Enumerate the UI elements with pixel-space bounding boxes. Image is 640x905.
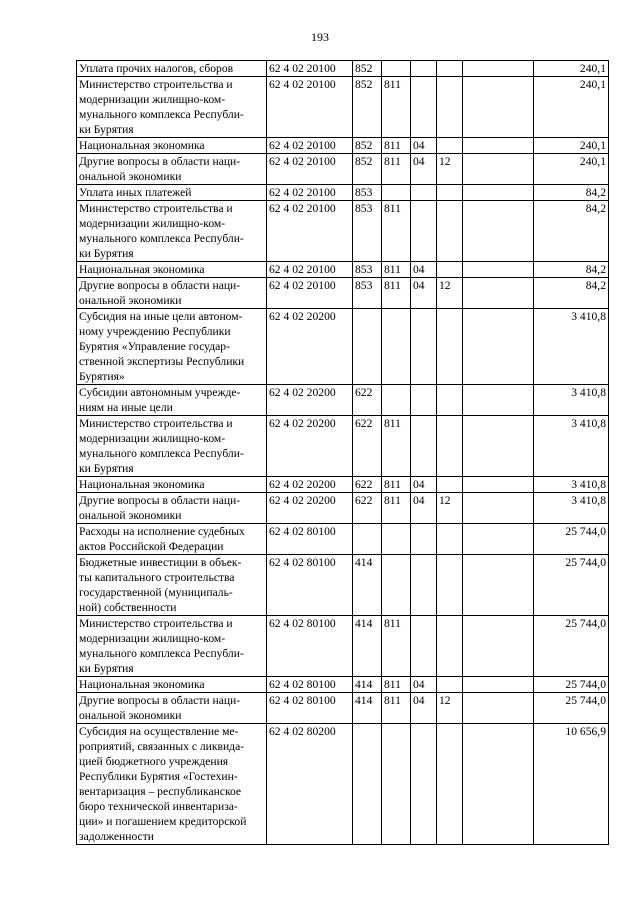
expense-type-code-cell: 622 xyxy=(353,477,382,493)
empty-cell xyxy=(463,555,534,616)
table-row xyxy=(77,693,609,724)
subsection-code-cell xyxy=(437,201,463,262)
empty-cell xyxy=(463,616,534,677)
empty-cell xyxy=(463,477,534,493)
subsection-code-cell: 12 xyxy=(437,154,463,185)
section-code-cell: 04 xyxy=(411,493,437,524)
table-row xyxy=(77,677,609,693)
empty-cell xyxy=(463,416,534,477)
amount-cell: 10 656,9 xyxy=(534,724,609,845)
subsection-code-cell: 12 xyxy=(437,493,463,524)
table-row xyxy=(77,154,609,185)
section-code-cell: 04 xyxy=(411,262,437,278)
target-article-code-cell: 62 4 02 20100 xyxy=(267,278,353,309)
expense-name-cell: Субсидия на иные цели автоном- ному учреждению Республики Бурятия «Управление государ- ственной экспертизы Республики Бурятия» xyxy=(77,309,267,385)
expense-name-cell: Национальная экономика xyxy=(77,262,267,278)
amount-cell: 240,1 xyxy=(534,154,609,185)
table-row xyxy=(77,278,609,309)
expense-type-code-cell: 414 xyxy=(353,616,382,677)
section-code-cell: 04 xyxy=(411,278,437,309)
section-code-cell xyxy=(411,61,437,77)
ministry-code-cell: 811 xyxy=(382,416,411,477)
amount-cell: 84,2 xyxy=(534,278,609,309)
expense-type-code-cell: 414 xyxy=(353,677,382,693)
section-code-cell xyxy=(411,201,437,262)
expense-type-code-cell: 414 xyxy=(353,693,382,724)
subsection-code-cell xyxy=(437,138,463,154)
empty-cell xyxy=(463,724,534,845)
subsection-code-cell xyxy=(437,477,463,493)
amount-cell: 240,1 xyxy=(534,77,609,138)
subsection-code-cell: 12 xyxy=(437,693,463,724)
expense-name-cell: Уплата иных платежей xyxy=(77,185,267,201)
subsection-code-cell xyxy=(437,61,463,77)
table-row xyxy=(77,385,609,416)
table-row xyxy=(77,61,609,77)
empty-cell xyxy=(463,278,534,309)
ministry-code-cell: 811 xyxy=(382,77,411,138)
expense-name-cell: Субсидия на осуществление ме- роприятий, связанных с ликвида- цией бюджетного учреждения Республики Бурятия «Гостехин- вентаризация – республиканское бюро технической инвентариза- ции» и погашением кредиторской задолженности xyxy=(77,724,267,845)
expense-type-code-cell: 852 xyxy=(353,138,382,154)
table-row xyxy=(77,262,609,278)
section-code-cell xyxy=(411,309,437,385)
expense-type-code-cell xyxy=(353,309,382,385)
target-article-code-cell: 62 4 02 20100 xyxy=(267,77,353,138)
amount-cell: 25 744,0 xyxy=(534,693,609,724)
expense-type-code-cell: 853 xyxy=(353,201,382,262)
subsection-code-cell xyxy=(437,262,463,278)
empty-cell xyxy=(463,201,534,262)
target-article-code-cell: 62 4 02 20200 xyxy=(267,385,353,416)
subsection-code-cell xyxy=(437,616,463,677)
amount-cell: 3 410,8 xyxy=(534,477,609,493)
target-article-code-cell: 62 4 02 80100 xyxy=(267,693,353,724)
ministry-code-cell: 811 xyxy=(382,262,411,278)
target-article-code-cell: 62 4 02 80100 xyxy=(267,524,353,555)
amount-cell: 84,2 xyxy=(534,201,609,262)
expense-name-cell: Министерство строительства и модернизации жилищно-ком- мунального комплекса Республи- ки Бурятия xyxy=(77,416,267,477)
subsection-code-cell xyxy=(437,77,463,138)
empty-cell xyxy=(463,493,534,524)
section-code-cell: 04 xyxy=(411,677,437,693)
expense-type-code-cell: 853 xyxy=(353,278,382,309)
section-code-cell xyxy=(411,416,437,477)
expense-name-cell: Другие вопросы в области наци- ональной экономики xyxy=(77,493,267,524)
table-row xyxy=(77,524,609,555)
empty-cell xyxy=(463,262,534,278)
amount-cell: 3 410,8 xyxy=(534,493,609,524)
subsection-code-cell xyxy=(437,309,463,385)
table-row xyxy=(77,77,609,138)
ministry-code-cell: 811 xyxy=(382,693,411,724)
expense-name-cell: Национальная экономика xyxy=(77,477,267,493)
target-article-code-cell: 62 4 02 20200 xyxy=(267,493,353,524)
empty-cell xyxy=(463,61,534,77)
target-article-code-cell: 62 4 02 20200 xyxy=(267,477,353,493)
target-article-code-cell: 62 4 02 20100 xyxy=(267,201,353,262)
amount-cell: 3 410,8 xyxy=(534,309,609,385)
amount-cell: 25 744,0 xyxy=(534,616,609,677)
expense-type-code-cell: 622 xyxy=(353,493,382,524)
ministry-code-cell: 811 xyxy=(382,278,411,309)
ministry-code-cell xyxy=(382,555,411,616)
table-row xyxy=(77,309,609,385)
expense-name-cell: Национальная экономика xyxy=(77,138,267,154)
table-row xyxy=(77,477,609,493)
empty-cell xyxy=(463,309,534,385)
target-article-code-cell: 62 4 02 20100 xyxy=(267,61,353,77)
budget-table xyxy=(76,60,609,845)
section-code-cell xyxy=(411,524,437,555)
subsection-code-cell xyxy=(437,185,463,201)
table-row xyxy=(77,555,609,616)
expense-name-cell: Министерство строительства и модернизации жилищно-ком- мунального комплекса Республи- ки Бурятия xyxy=(77,201,267,262)
amount-cell: 84,2 xyxy=(534,185,609,201)
expense-name-cell: Субсидии автономным учрежде- ниям на иные цели xyxy=(77,385,267,416)
amount-cell: 240,1 xyxy=(534,61,609,77)
ministry-code-cell: 811 xyxy=(382,616,411,677)
expense-type-code-cell: 852 xyxy=(353,61,382,77)
ministry-code-cell: 811 xyxy=(382,154,411,185)
expense-name-cell: Другие вопросы в области наци- ональной экономики xyxy=(77,154,267,185)
section-code-cell xyxy=(411,77,437,138)
ministry-code-cell: 811 xyxy=(382,477,411,493)
empty-cell xyxy=(463,154,534,185)
expense-type-code-cell: 622 xyxy=(353,385,382,416)
section-code-cell xyxy=(411,185,437,201)
amount-cell: 25 744,0 xyxy=(534,677,609,693)
target-article-code-cell: 62 4 02 80200 xyxy=(267,724,353,845)
target-article-code-cell: 62 4 02 80100 xyxy=(267,555,353,616)
amount-cell: 25 744,0 xyxy=(534,524,609,555)
ministry-code-cell xyxy=(382,185,411,201)
expense-name-cell: Расходы на исполнение судебных актов Российской Федерации xyxy=(77,524,267,555)
expense-type-code-cell: 622 xyxy=(353,416,382,477)
section-code-cell: 04 xyxy=(411,138,437,154)
table-row xyxy=(77,416,609,477)
empty-cell xyxy=(463,77,534,138)
amount-cell: 25 744,0 xyxy=(534,555,609,616)
expense-name-cell: Министерство строительства и модернизации жилищно-ком- мунального комплекса Республи- ки Бурятия xyxy=(77,616,267,677)
ministry-code-cell xyxy=(382,309,411,385)
subsection-code-cell xyxy=(437,385,463,416)
target-article-code-cell: 62 4 02 80100 xyxy=(267,677,353,693)
table-row xyxy=(77,201,609,262)
target-article-code-cell: 62 4 02 80100 xyxy=(267,616,353,677)
section-code-cell: 04 xyxy=(411,693,437,724)
expense-type-code-cell xyxy=(353,524,382,555)
table-row xyxy=(77,493,609,524)
subsection-code-cell xyxy=(437,416,463,477)
expense-type-code-cell: 414 xyxy=(353,555,382,616)
ministry-code-cell xyxy=(382,385,411,416)
ministry-code-cell xyxy=(382,524,411,555)
expense-name-cell: Уплата прочих налогов, сборов xyxy=(77,61,267,77)
expense-name-cell: Национальная экономика xyxy=(77,677,267,693)
section-code-cell xyxy=(411,724,437,845)
empty-cell xyxy=(463,693,534,724)
section-code-cell xyxy=(411,385,437,416)
table-row xyxy=(77,616,609,677)
expense-type-code-cell: 853 xyxy=(353,185,382,201)
section-code-cell xyxy=(411,616,437,677)
ministry-code-cell: 811 xyxy=(382,201,411,262)
ministry-code-cell xyxy=(382,724,411,845)
target-article-code-cell: 62 4 02 20200 xyxy=(267,309,353,385)
subsection-code-cell: 12 xyxy=(437,278,463,309)
ministry-code-cell xyxy=(382,61,411,77)
expense-name-cell: Министерство строительства и модернизации жилищно-ком- мунального комплекса Республи- ки Бурятия xyxy=(77,77,267,138)
ministry-code-cell: 811 xyxy=(382,138,411,154)
empty-cell xyxy=(463,185,534,201)
page-number: 193 xyxy=(311,30,329,44)
expense-name-cell: Другие вопросы в области наци- ональной экономики xyxy=(77,693,267,724)
empty-cell xyxy=(463,524,534,555)
subsection-code-cell xyxy=(437,724,463,845)
expense-name-cell: Бюджетные инвестиции в объек- ты капитального строительства государственной (муниципаль- ной) собственности xyxy=(77,555,267,616)
table-row xyxy=(77,724,609,845)
expense-type-code-cell: 852 xyxy=(353,154,382,185)
subsection-code-cell xyxy=(437,524,463,555)
ministry-code-cell: 811 xyxy=(382,677,411,693)
table-row xyxy=(77,138,609,154)
ministry-code-cell: 811 xyxy=(382,493,411,524)
empty-cell xyxy=(463,385,534,416)
amount-cell: 3 410,8 xyxy=(534,385,609,416)
target-article-code-cell: 62 4 02 20100 xyxy=(267,185,353,201)
subsection-code-cell xyxy=(437,555,463,616)
empty-cell xyxy=(463,138,534,154)
table-body xyxy=(77,61,609,845)
section-code-cell xyxy=(411,555,437,616)
empty-cell xyxy=(463,677,534,693)
target-article-code-cell: 62 4 02 20200 xyxy=(267,416,353,477)
expense-type-code-cell: 852 xyxy=(353,77,382,138)
expense-type-code-cell xyxy=(353,724,382,845)
section-code-cell: 04 xyxy=(411,154,437,185)
target-article-code-cell: 62 4 02 20100 xyxy=(267,262,353,278)
expense-type-code-cell: 853 xyxy=(353,262,382,278)
subsection-code-cell xyxy=(437,677,463,693)
amount-cell: 240,1 xyxy=(534,138,609,154)
amount-cell: 3 410,8 xyxy=(534,416,609,477)
section-code-cell: 04 xyxy=(411,477,437,493)
target-article-code-cell: 62 4 02 20100 xyxy=(267,138,353,154)
amount-cell: 84,2 xyxy=(534,262,609,278)
expense-name-cell: Другие вопросы в области наци- ональной экономики xyxy=(77,278,267,309)
target-article-code-cell: 62 4 02 20100 xyxy=(267,154,353,185)
table-row xyxy=(77,185,609,201)
